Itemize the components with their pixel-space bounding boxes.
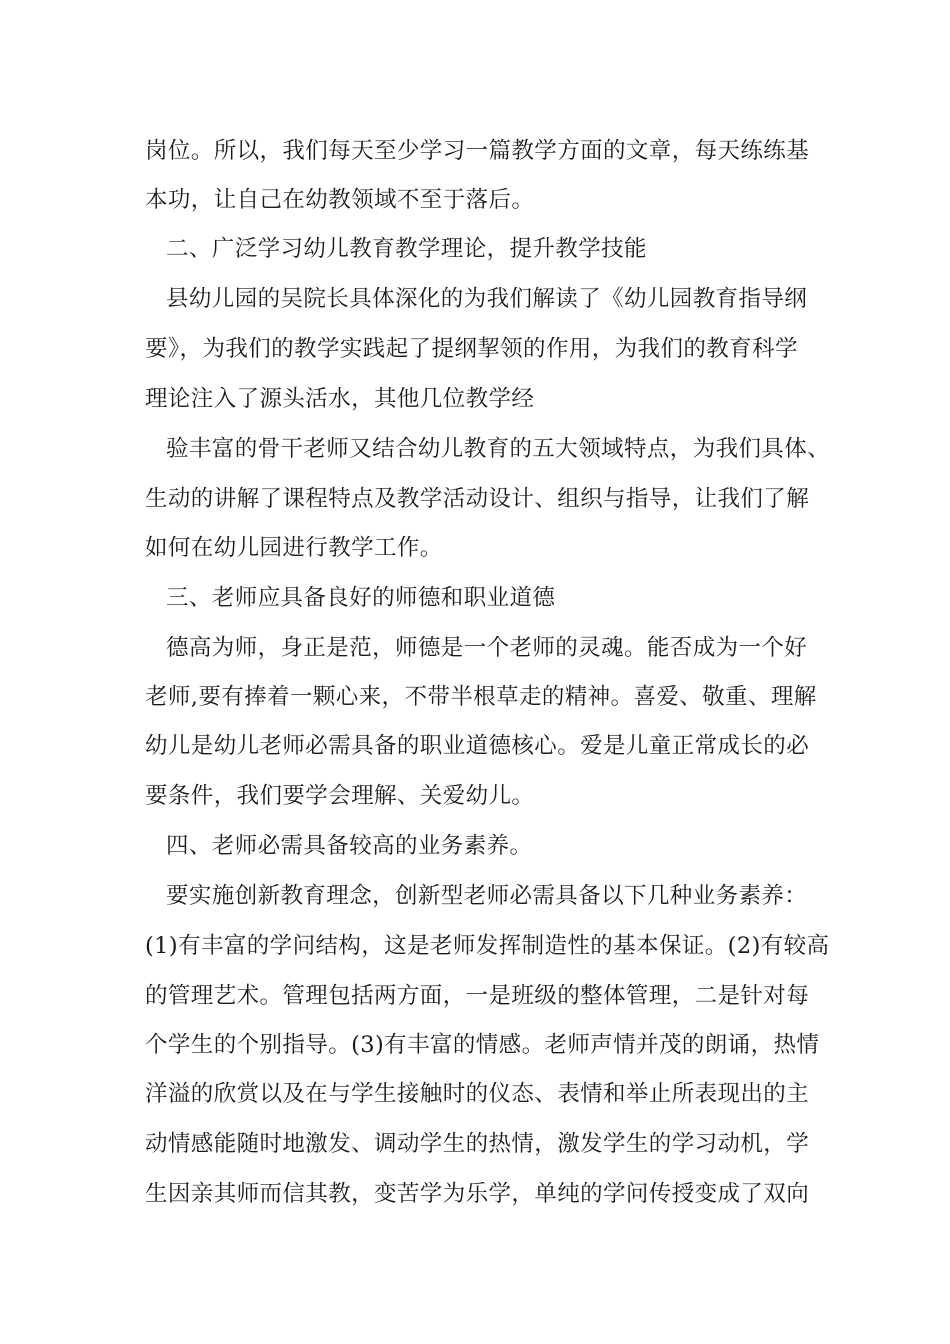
body-text-line: 的管理艺术。管理包括两方面，一是班级的整体管理，二是针对每 — [145, 983, 810, 1009]
body-text-line: 要》，为我们的教学实践起了提纲挈领的作用，为我们的教育科学 — [145, 336, 798, 362]
body-text-line: 岗位。所以，我们每天至少学习一篇教学方面的文章，每天练练基 — [145, 138, 810, 164]
body-text-line: 本功，让自己在幼教领域不至于落后。 — [145, 187, 535, 213]
body-text-line: 县幼儿园的吴院长具体深化的为我们解读了《幼儿园教育指导纲 — [166, 286, 808, 312]
body-text-line: (1)有丰富的学问结构，这是老师发挥制造性的基本保证。(2)有较高 — [145, 933, 830, 959]
body-text-line: 理论注入了源头活水，其他几位教学经 — [145, 386, 535, 412]
body-text-line: 德高为师，身正是范，师德是一个老师的灵魂。能否成为一个好 — [166, 635, 808, 661]
body-text-line: 如何在幼儿园进行教学工作。 — [145, 535, 443, 561]
body-text-line: 动情感能随时地激发、调动学生的热情，激发学生的学习动机，学 — [145, 1131, 810, 1157]
body-text-line: 验丰富的骨干老师又结合幼儿教育的五大领域特点，为我们具体、 — [166, 436, 831, 462]
body-text-line: 要条件，我们要学会理解、关爱幼儿。 — [145, 783, 535, 809]
body-text-line: 生因亲其师而信其教，变苦学为乐学，单纯的学问传授变成了双向 — [145, 1181, 810, 1207]
section-heading-3: 三、老师应具备良好的师德和职业道德 — [166, 585, 556, 611]
body-text-line: 洋溢的欣赏以及在与学生接触时的仪态、表情和举止所表现出的主 — [145, 1081, 810, 1107]
body-text-line: 生动的讲解了课程特点及教学活动设计、组织与指导，让我们了解 — [145, 486, 810, 512]
section-heading-4: 四、老师必需具备较高的业务素养。 — [166, 833, 533, 859]
body-text-line: 老师,要有捧着一颗心来，不带半根草走的精神。喜爱、敬重、理解 — [145, 684, 817, 710]
body-text-line: 要实施创新教育理念，创新型老师必需具备以下几种业务素养： — [166, 883, 808, 909]
body-text-line: 个学生的个别指导。(3)有丰富的情感。老师声情并茂的朗诵，热情 — [145, 1032, 820, 1058]
body-text-line: 幼儿是幼儿老师必需具备的职业道德核心。爱是儿童正常成长的必 — [145, 733, 810, 759]
section-heading-2: 二、广泛学习幼儿教育教学理论，提升教学技能 — [166, 236, 647, 262]
